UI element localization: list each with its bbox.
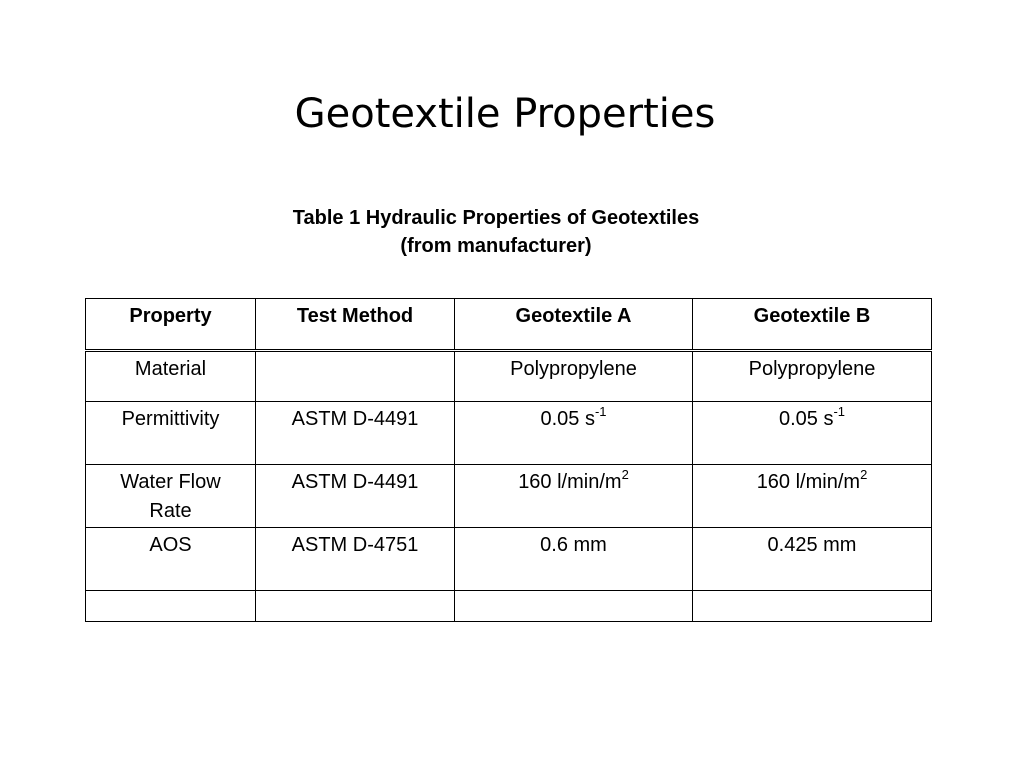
cell-geotextile-b — [693, 402, 932, 465]
cell-test-method — [256, 591, 455, 622]
cell-superscript: 2 — [860, 467, 868, 483]
cell-superscript: -1 — [833, 404, 846, 420]
cell-geotextile-b: Polypropylene — [693, 351, 932, 402]
slide-title: Geotextile Properties — [294, 91, 716, 137]
cell-geotextile-a — [455, 465, 693, 528]
header-test-method: Test Method — [256, 299, 455, 351]
table-caption — [0, 204, 992, 260]
cell-property — [86, 465, 256, 528]
table-row-material — [86, 351, 932, 402]
cell-value: 160 l/min/m — [518, 471, 622, 493]
cell-geotextile-b: 0.425 mm — [693, 528, 932, 591]
cell-value: 0.05 s — [540, 408, 595, 430]
cell-geotextile-a — [455, 402, 693, 465]
cell-test-method: ASTM D-4751 — [256, 528, 455, 591]
header-property: Property — [86, 299, 256, 351]
header-geotextile-a: Geotextile A — [455, 299, 693, 351]
table-row-permittivity — [86, 402, 932, 465]
cell-property-line-2: Rate — [149, 500, 192, 522]
cell-superscript: 2 — [621, 467, 629, 483]
cell-property: Material — [86, 351, 256, 402]
table-caption-line-1: Table 1 Hydraulic Properties of Geotextiles — [292, 207, 700, 229]
cell-property-line-1: Water Flow — [120, 471, 221, 493]
cell-geotextile-a: 0.6 mm — [455, 528, 693, 591]
table-row-empty — [86, 591, 932, 622]
cell-superscript: -1 — [594, 404, 607, 420]
table-caption-line-2: (from manufacturer) — [400, 235, 592, 257]
table-row-water-flow-rate — [86, 465, 932, 528]
cell-geotextile-b — [693, 591, 932, 622]
table-header-row — [86, 299, 932, 351]
header-geotextile-b: Geotextile B — [693, 299, 932, 351]
cell-test-method: ASTM D-4491 — [256, 402, 455, 465]
geotextile-properties-table — [85, 298, 932, 622]
cell-value: 160 l/min/m — [756, 471, 861, 493]
cell-test-method: ASTM D-4491 — [256, 465, 455, 528]
cell-geotextile-a — [455, 591, 693, 622]
cell-geotextile-b — [693, 465, 932, 528]
cell-property: AOS — [86, 528, 256, 591]
table-row-aos — [86, 528, 932, 591]
cell-property — [86, 591, 256, 622]
cell-geotextile-a: Polypropylene — [455, 351, 693, 402]
cell-property: Permittivity — [86, 402, 256, 465]
cell-test-method — [256, 351, 455, 402]
cell-value: 0.05 s — [778, 408, 834, 430]
